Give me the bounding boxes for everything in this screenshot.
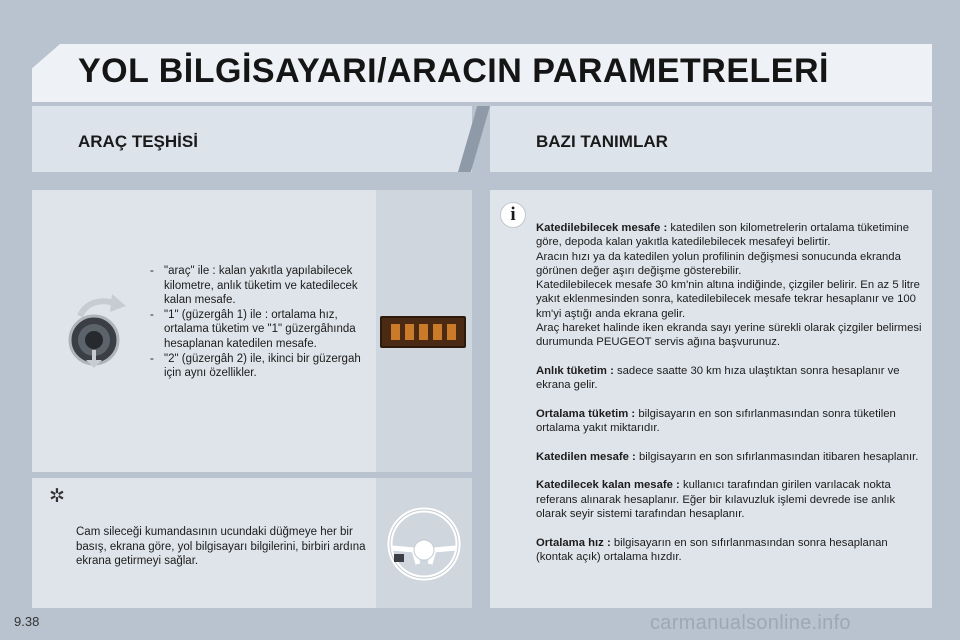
definition-extra: Araç hareket halinde iken ekranda sayı yerine sürekli olarak çizgiler belirmesi durumunda PEUGEOT servis ağına başvurunuz. [536,322,922,349]
definition-average-consumption [536,407,922,436]
definition-term: Anlık tüketim : [536,364,614,377]
definition-term: Ortalama hız : [536,536,611,549]
definition-text: sadece saatte 30 km hıza ulaştıktan sonra hesaplanır ve ekrana gelir. [536,364,900,392]
diagnostics-list [150,264,368,381]
definition-extra: Aracın hızı ya da katedilen yolun profilinin değişmesi sonucunda ekranda görünen değer aşırı değişme gösterebilir. [536,250,901,277]
info-icon: i [500,202,526,228]
definition-term: Katedilebilecek mesafe : [536,222,668,234]
watermark: carmanualsonline.info [650,612,851,634]
definition-range [536,221,922,350]
definition-text: kullanıcı tarafından girilen varılacak nokta referans alınarak hesaplanır. Eğer bir kılavuzluk işlemi devrede ise anlık olarak seyir sistemi tarafından hesaplanır. [536,479,896,520]
definition-term: Katedilen mesafe : [536,450,636,463]
definition-text: katedilen son kilometrelerin ortalama tüketimine göre, depoda kalan yakıtla katedilebilecek mesafeyi belirtir. [536,222,909,249]
definition-extra: Katedilebilecek mesafe 30 km'nin altına indiğinde, çizgiler belirir. En az 5 litre yakıt eklenmesinden sonra, katedilebilecek mesafe tekrar hesaplanır ve 100 km'yi aştığı anda ekrana gelir. [536,279,920,320]
definition-distance-travelled [536,450,922,464]
definition-text: bilgisayarın en son sıfırlanmasından sonra tüketilen ortalama yakıt miktarıdır. [536,407,896,435]
definition-text: bilgisayarın en son sıfırlanmasından itibaren hesaplanır. [638,450,919,463]
steering-wheel-icon [384,504,464,584]
display-segment [419,324,428,340]
light-bulb-icon: ✲ [49,486,65,507]
display-segment [433,324,442,340]
diagnostics-item-trip-1: - "1" (güzergâh 1) ile : ortalama hız, ortalama tüketim ve "1" güzergâhında hesaplanan katedilen mesafe. [150,308,368,352]
page-number: 9.38 [14,614,40,629]
definitions-list [536,221,922,578]
vehicle-diagnostics-heading: ARAÇ TEŞHİSİ [78,132,198,151]
display-segment [447,324,456,340]
page-title: YOL BİLGİSAYARI/ARACIN PARAMETRELERİ [78,52,829,90]
definition-distance-remaining [536,478,922,521]
definition-instant-consumption [536,364,922,393]
definition-text: bilgisayarın en son sıfırlanmasından sonra hesaplanan (kontak açık) ortalama hızdır. [536,536,888,563]
tip-text: Cam sileceği kumandasının ucundaki düğmeye her bir basış, ekrana göre, yol bilgisayarı bilgilerini, birbiri ardına ekrana getirmeyi sağlar. [76,526,366,568]
definition-average-speed [536,536,922,565]
diagnostics-item-vehicle: - "araç" ile : kalan yakıtla yapılabilecek kilometre, anlık tüketim ve katedilecek kalan mesafe. [150,264,368,308]
diagnostics-item-trip-2: - "2" (güzergâh 2) ile, ikinci bir güzergah için aynı özellikler. [150,352,368,381]
display-segment [405,324,414,340]
definition-term: Katedilecek kalan mesafe : [536,479,680,492]
rotary-knob-icon [64,290,138,370]
definition-term: Ortalama tüketim : [536,407,636,420]
trip-computer-display [380,316,466,348]
display-segment [391,324,400,340]
definitions-heading: BAZI TANIMLAR [536,132,668,151]
